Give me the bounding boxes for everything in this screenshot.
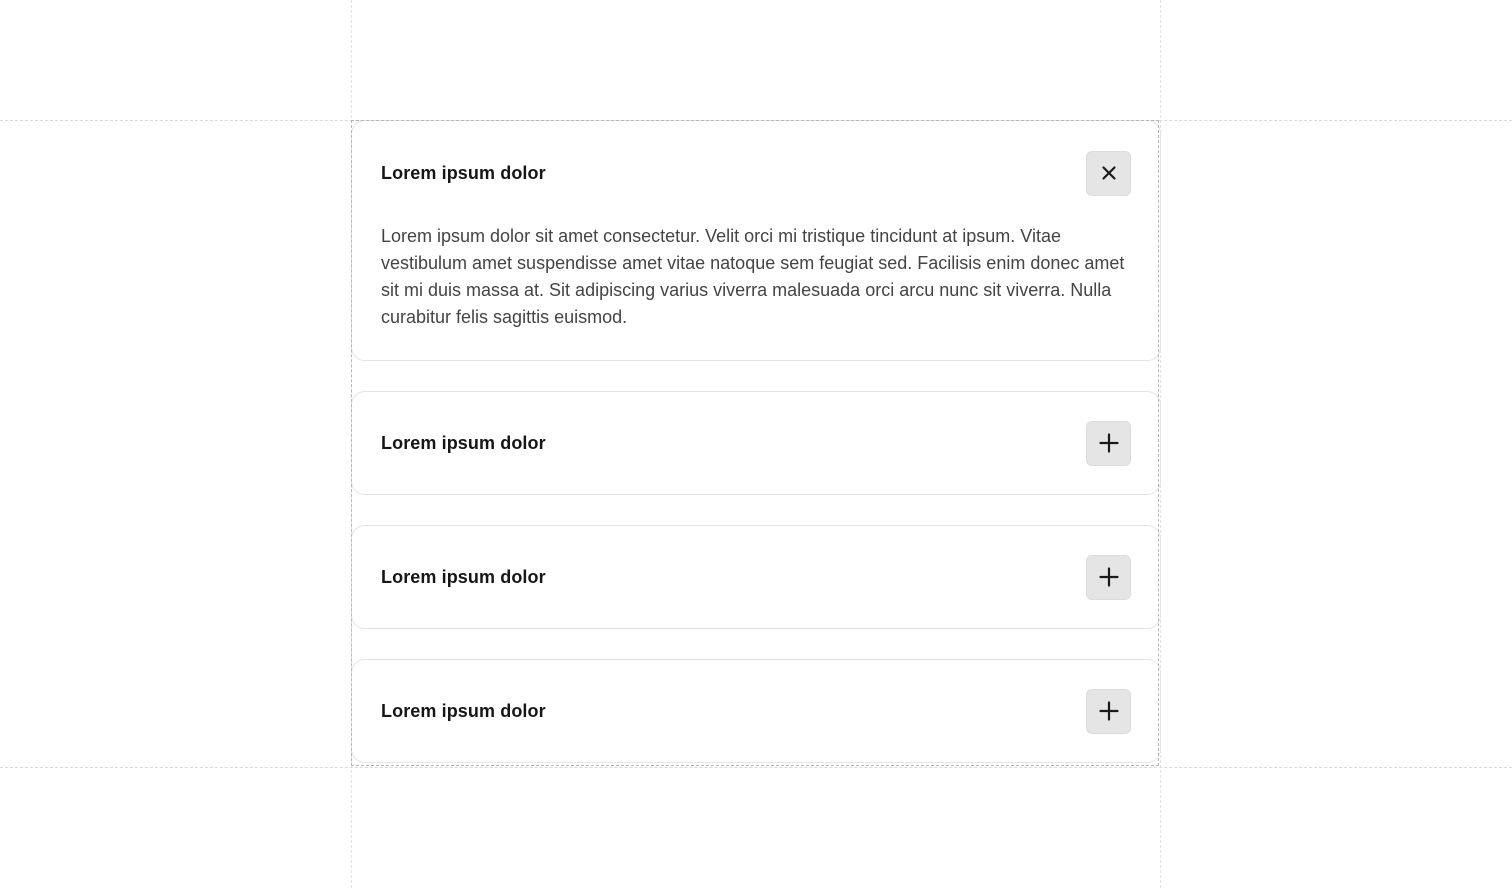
accordion-item-title: Lorem ipsum dolor: [381, 700, 546, 721]
accordion-item: [351, 525, 1161, 629]
collapse-button[interactable]: [1086, 151, 1131, 196]
accordion-item-body: [352, 223, 1160, 360]
accordion-item: [351, 120, 1161, 361]
plus-icon: [1099, 701, 1119, 721]
accordion-item: [351, 659, 1161, 763]
expand-button[interactable]: [1086, 421, 1131, 466]
accordion-item: [351, 391, 1161, 495]
expand-button[interactable]: [1086, 689, 1131, 734]
close-icon: [1101, 165, 1117, 181]
plus-icon: [1099, 567, 1119, 587]
guide-line-bottom: [0, 767, 1512, 768]
accordion-item-title: Lorem ipsum dolor: [381, 432, 546, 453]
accordion-item-header[interactable]: [352, 660, 1160, 762]
accordion-item-title: Lorem ipsum dolor: [381, 566, 546, 587]
accordion-item-header[interactable]: [352, 392, 1160, 494]
expand-button[interactable]: [1086, 555, 1131, 600]
accordion-item-text: Lorem ipsum dolor sit amet consectetur. Velit orci mi tristique tincidunt at ipsum. Vitae vestibulum amet suspendisse amet vitae natoque sem feugiat sed. Facilisis enim donec amet sit mi duis massa at. Sit adipiscing varius viverra malesuada orci arcu nunc sit viverra. Nulla curabitur felis sagittis euismod.: [381, 226, 1125, 327]
accordion-item-header[interactable]: [352, 526, 1160, 628]
faq-accordion: [351, 120, 1161, 763]
accordion-item-title: Lorem ipsum dolor: [381, 162, 546, 183]
accordion-item-header[interactable]: [352, 121, 1160, 225]
plus-icon: [1099, 433, 1119, 453]
